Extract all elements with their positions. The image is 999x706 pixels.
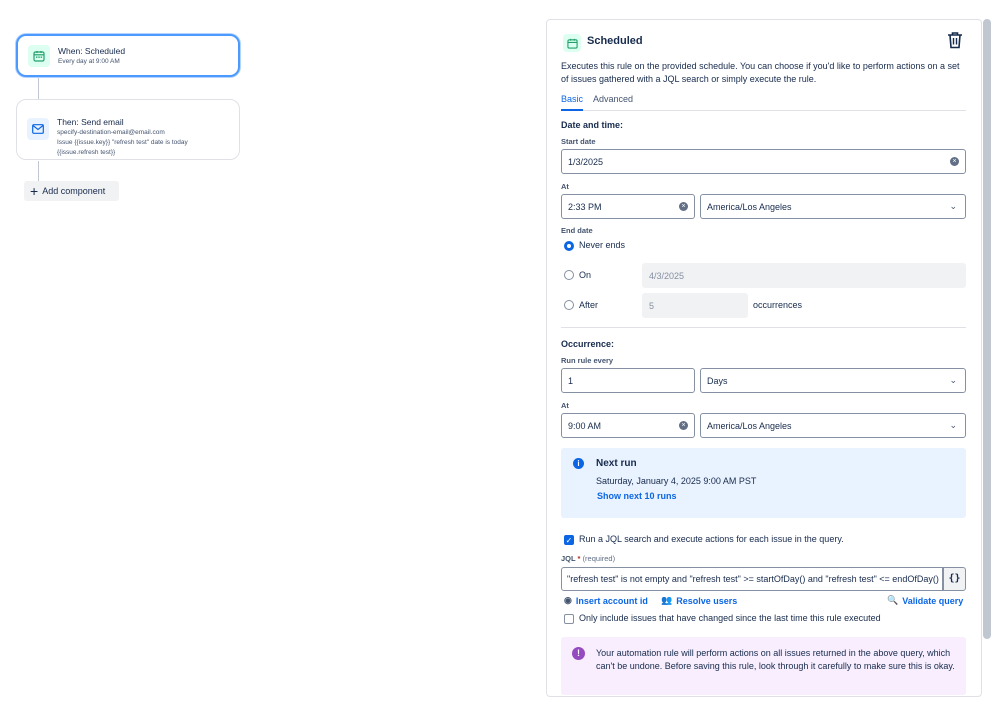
start-time-value: 2:33 PM xyxy=(568,201,602,212)
required-note: (required) xyxy=(582,554,616,563)
radio-never-ends[interactable] xyxy=(564,241,574,251)
run-time-value: 9:00 AM xyxy=(568,420,602,431)
add-component-button[interactable] xyxy=(24,181,119,201)
tab-bar xyxy=(561,94,966,111)
user-circle-icon: ◉ xyxy=(564,595,572,605)
date-time-heading: Date and time: xyxy=(561,120,624,130)
end-on-date-input[interactable] xyxy=(642,263,966,288)
next-run-value: Saturday, January 4, 2025 9:00 AM PST xyxy=(596,476,757,486)
on-label: On xyxy=(579,270,592,280)
tab-basic[interactable]: Basic xyxy=(561,94,584,104)
clear-icon[interactable]: × xyxy=(950,157,959,166)
jql-search-checkbox[interactable]: ✓ xyxy=(565,536,573,545)
search-icon: 🔍 xyxy=(887,595,899,605)
action-card[interactable] xyxy=(16,99,240,160)
run-every-input[interactable] xyxy=(561,368,695,393)
required-mark: * xyxy=(577,554,581,563)
warning-icon: ! xyxy=(572,647,585,660)
jql-search-label: Run a JQL search and execute actions for each issue in the query. xyxy=(579,534,844,544)
jql-value: "refresh test" is not empty and "refresh test" >= startOfDay() and "refresh test" <= endOfDay() xyxy=(567,574,939,584)
panel-description: Executes this rule on the provided schedule. You can choose if you'd like to perform actions on a set of issues gathered with a JQL search or simply execute the rule. xyxy=(561,61,960,84)
jql-braces-button[interactable]: {} xyxy=(943,567,966,591)
occurrence-heading: Occurrence: xyxy=(561,339,615,349)
run-time-input[interactable] xyxy=(561,413,695,438)
start-date-input[interactable] xyxy=(561,149,966,174)
run-timezone-value: America/Los Angeles xyxy=(707,420,792,431)
clear-icon[interactable]: × xyxy=(679,202,688,211)
insert-account-id-link[interactable]: ◉ Insert account id xyxy=(564,595,648,606)
chevron-down-icon: ⌄ xyxy=(949,375,957,385)
flow-connector xyxy=(38,78,39,99)
info-icon: i xyxy=(573,458,584,469)
clear-icon[interactable]: × xyxy=(679,421,688,430)
radio-after[interactable] xyxy=(564,300,574,310)
show-next-runs-link[interactable]: Show next 10 runs xyxy=(597,491,677,501)
warning-panel xyxy=(561,637,966,695)
chevron-down-icon: ⌄ xyxy=(949,420,957,430)
run-time-label: At xyxy=(561,401,569,410)
section-divider xyxy=(561,327,966,328)
only-changed-checkbox[interactable] xyxy=(564,614,574,624)
warning-text: Your automation rule will perform actions on all issues returned in the above query, which can't be undone. Before saving this rule, look through it carefully to make sure this is okay. xyxy=(596,648,955,671)
start-time-label: At xyxy=(561,182,569,191)
interval-unit-value: Days xyxy=(707,375,728,386)
start-time-input[interactable] xyxy=(561,194,695,219)
run-every-label: Run rule every xyxy=(561,356,614,365)
resolve-users-link[interactable]: 👥 Resolve users xyxy=(661,595,738,606)
next-run-title: Next run xyxy=(596,458,637,469)
trigger-subtitle: Every day at 9:00 AM xyxy=(58,57,120,65)
add-component-label: Add component xyxy=(42,186,106,196)
trigger-config-panel xyxy=(546,19,982,697)
plus-icon: + xyxy=(30,183,39,199)
timezone-select[interactable] xyxy=(700,194,966,219)
calendar-icon xyxy=(563,34,581,52)
chevron-down-icon: ⌄ xyxy=(949,201,957,211)
panel-title: Scheduled xyxy=(587,35,643,47)
occurrences-label: occurrences xyxy=(753,300,803,310)
action-title: Then: Send email xyxy=(57,117,124,127)
run-timezone-select[interactable] xyxy=(700,413,966,438)
trigger-title: When: Scheduled xyxy=(58,45,126,56)
end-date-label: End date xyxy=(561,226,593,235)
end-on-date-value: 4/3/2025 xyxy=(649,270,685,281)
jql-label: JQL * (required) xyxy=(561,554,616,563)
timezone-value: America/Los Angeles xyxy=(707,201,792,212)
trash-icon[interactable] xyxy=(947,31,965,51)
run-every-value: 1 xyxy=(568,375,574,386)
after-count-input[interactable] xyxy=(642,293,748,318)
interval-unit-select[interactable] xyxy=(700,368,966,393)
calendar-icon xyxy=(28,45,50,67)
jql-input[interactable] xyxy=(561,567,943,591)
mail-icon xyxy=(27,118,49,140)
never-ends-label: Never ends xyxy=(579,240,626,250)
panel-scrollbar[interactable] xyxy=(983,19,991,639)
only-changed-label: Only include issues that have changed since the last time this rule executed xyxy=(579,613,881,623)
radio-on[interactable] xyxy=(564,270,574,280)
after-label: After xyxy=(579,300,599,310)
users-icon: 👥 xyxy=(661,595,673,605)
next-run-panel xyxy=(561,448,966,518)
trigger-card[interactable] xyxy=(16,34,240,77)
flow-connector xyxy=(38,161,39,181)
tab-advanced[interactable]: Advanced xyxy=(593,94,634,104)
action-body: {{issue.refresh test}} xyxy=(57,149,116,156)
action-email: specify-destination-email@email.com xyxy=(57,129,165,136)
start-date-value: 1/3/2025 xyxy=(568,156,604,167)
after-count-value: 5 xyxy=(649,300,655,311)
start-date-label: Start date xyxy=(561,137,596,146)
validate-query-link[interactable]: 🔍 Validate query xyxy=(887,595,964,606)
action-subject: Issue {{issue.key}} "refresh test" date is today xyxy=(57,139,188,146)
